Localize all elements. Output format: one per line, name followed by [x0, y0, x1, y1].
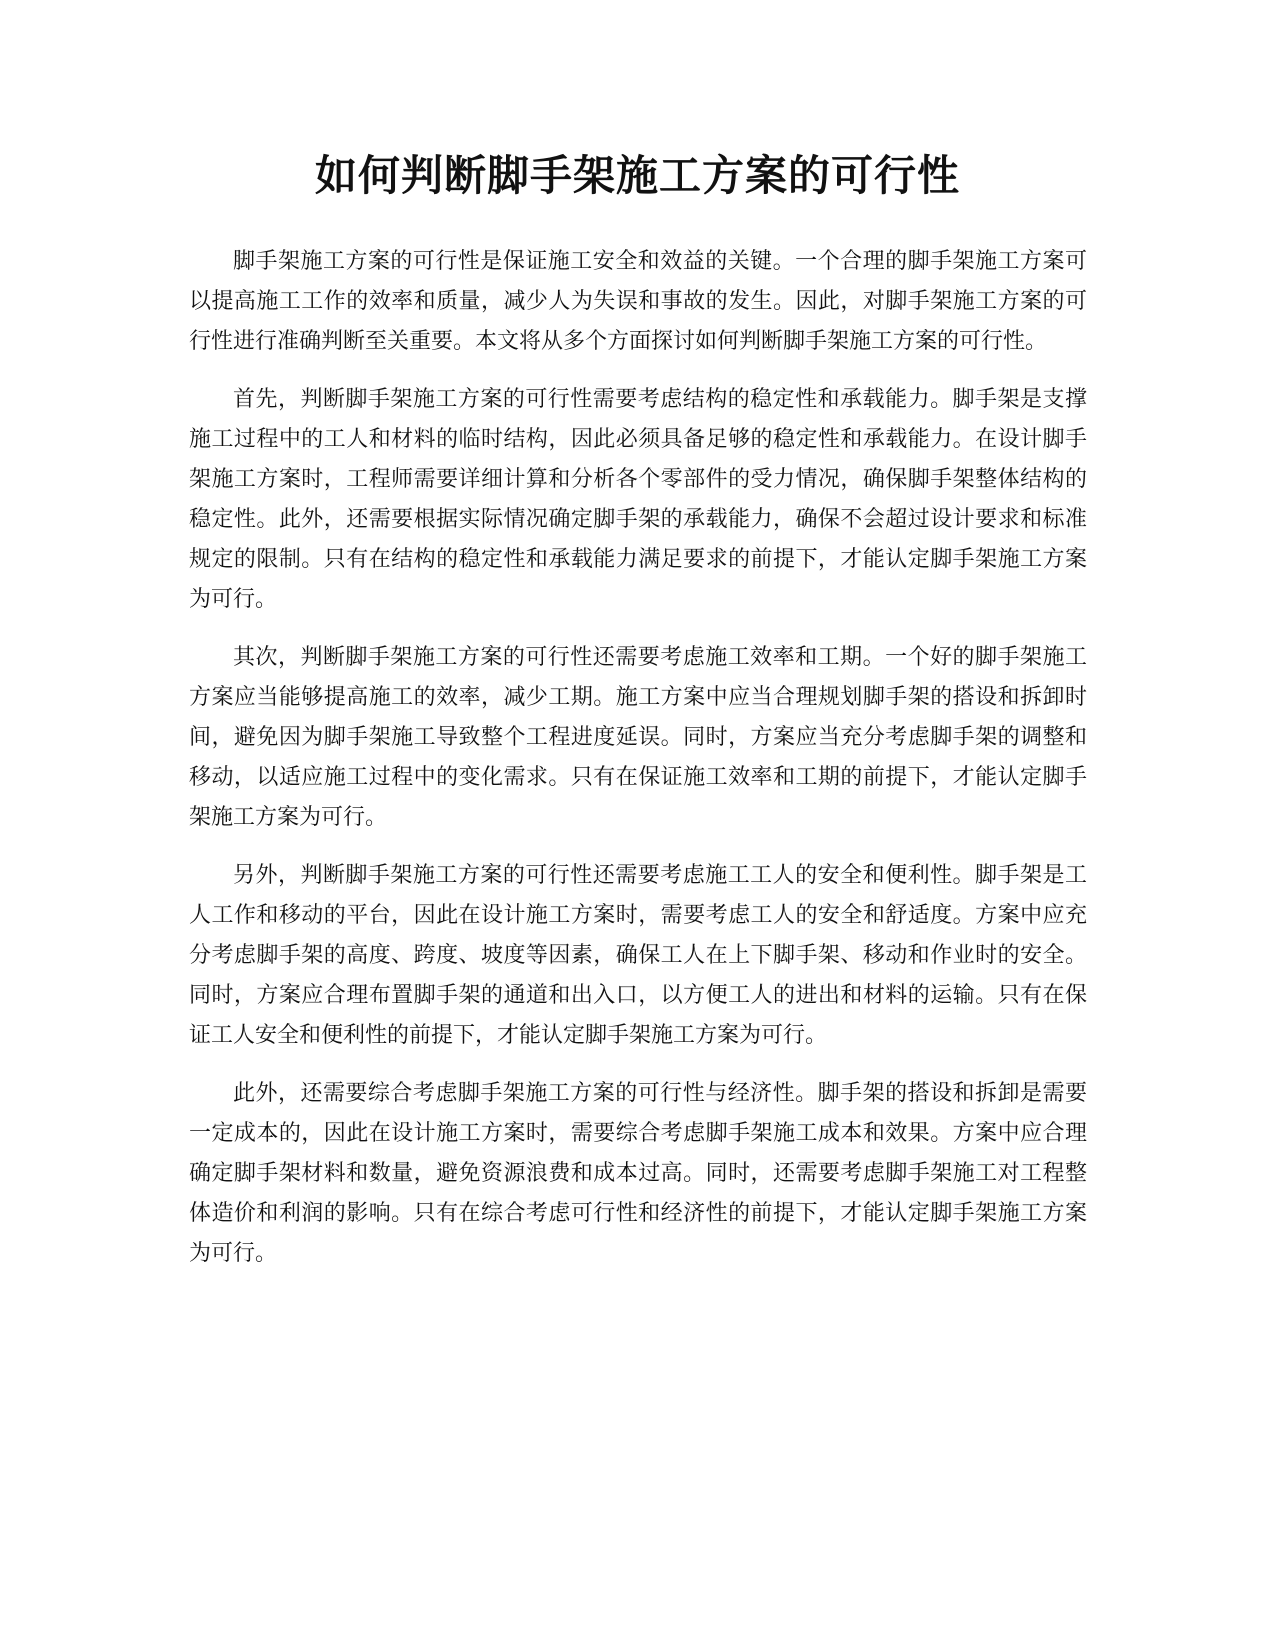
paragraph-economy: 此外，还需要综合考虑脚手架施工方案的可行性与经济性。脚手架的搭设和拆卸是需要一定成本的，因此在设计施工方案时，需要综合考虑脚手架施工成本和效果。方案中应合理确定脚手架材料和数量，避免资源浪费和成本过高。同时，还需要考虑脚手架施工对工程整体造价和利润的影响。只有在综合考虑可行性和经济性的前提下，才能认定脚手架施工方案为可行。	[189, 1081, 1087, 1266]
paragraph-worker-safety: 另外，判断脚手架施工方案的可行性还需要考虑施工工人的安全和便利性。脚手架是工人工作和移动的平台，因此在设计施工方案时，需要考虑工人的安全和舒适度。方案中应充分考虑脚手架的高度、跨度、坡度等因素，确保工人在上下脚手架、移动和作业时的安全。同时，方案应合理布置脚手架的通道和出入口，以方便工人的进出和材料的运输。只有在保证工人安全和便利性的前提下，才能认定脚手架施工方案为可行。	[189, 863, 1087, 1048]
document-body	[189, 242, 1087, 1292]
paragraph-structure-stability: 首先，判断脚手架施工方案的可行性需要考虑结构的稳定性和承载能力。脚手架是支撑施工过程中的工人和材料的临时结构，因此必须具备足够的稳定性和承载能力。在设计脚手架施工方案时，工程师需要详细计算和分析各个零部件的受力情况，确保脚手架整体结构的稳定性。此外，还需要根据实际情况确定脚手架的承载能力，确保不会超过设计要求和标准规定的限制。只有在结构的稳定性和承载能力满足要求的前提下，才能认定脚手架施工方案为可行。	[189, 387, 1087, 612]
paragraph-efficiency-schedule: 其次，判断脚手架施工方案的可行性还需要考虑施工效率和工期。一个好的脚手架施工方案应当能够提高施工的效率，减少工期。施工方案中应当合理规划脚手架的搭设和拆卸时间，避免因为脚手架施工导致整个工程进度延误。同时，方案应当充分考虑脚手架的调整和移动，以适应施工过程中的变化需求。只有在保证施工效率和工期的前提下，才能认定脚手架施工方案为可行。	[189, 645, 1087, 830]
paragraph-intro: 脚手架施工方案的可行性是保证施工安全和效益的关键。一个合理的脚手架施工方案可以提高施工工作的效率和质量，减少人为失误和事故的发生。因此，对脚手架施工方案的可行性进行准确判断至关重要。本文将从多个方面探讨如何判断脚手架施工方案的可行性。	[189, 249, 1087, 354]
document-title: 如何判断脚手架施工方案的可行性	[314, 151, 960, 200]
